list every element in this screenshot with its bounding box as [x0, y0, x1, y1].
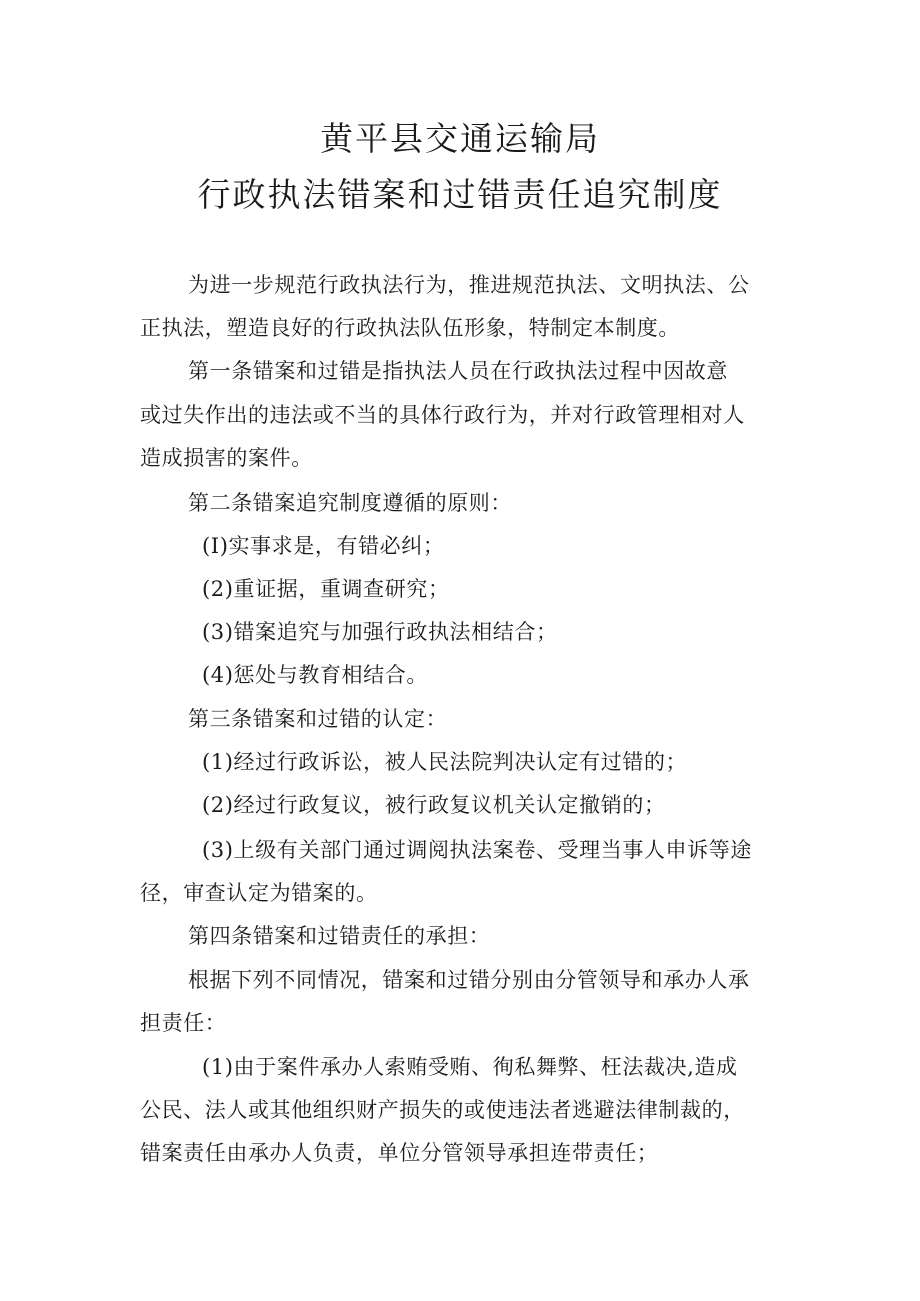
- paragraph-line: 第二条错案追究制度遵循的原则：: [188, 491, 512, 515]
- paragraph-line: 错案责任由承办人负责，单位分管领导承担连带责任；: [140, 1141, 659, 1165]
- paragraph-line: 根据下列不同情况，错案和过错分别由分管领导和承办人承: [188, 968, 750, 992]
- paragraph-line: 径，审查认定为错案的。: [140, 881, 378, 905]
- paragraph-line: 为进一步规范行政执法行为，推进规范执法、文明执法、公: [188, 273, 750, 297]
- list-item: (1)经过行政诉讼，被人民法院判决认定有过错的；: [202, 750, 688, 774]
- paragraph-line: 公民、法人或其他组织财产损失的或使违法者逃避法律制裁的，: [140, 1098, 745, 1122]
- list-item: (3)错案追究与加强行政执法相结合；: [202, 620, 558, 644]
- list-item: (2)重证据，重调查研究；: [202, 577, 450, 601]
- paragraph-line: 担责任：: [140, 1011, 227, 1035]
- paragraph-line: 造成损害的案件。: [140, 446, 313, 470]
- list-item: (4)惩处与教育相结合。: [202, 663, 428, 687]
- list-item: (I)实事求是，有错必纠；: [202, 534, 445, 558]
- paragraph-line: 正执法，塑造良好的行政执法队伍形象，特制定本制度。: [140, 316, 680, 340]
- paragraph-line: 第四条错案和过错责任的承担：: [188, 924, 491, 948]
- document-title-line-1: 黄平县交通运输局: [320, 119, 600, 158]
- list-item: (1)由于案件承办人索贿受贿、徇私舞弊、枉法裁决,造成: [202, 1055, 738, 1079]
- paragraph-line: 第三条错案和过错的认定：: [188, 707, 448, 731]
- document-title-line-2: 行政执法错案和过错责任追究制度: [197, 175, 723, 214]
- paragraph-line: 第一条错案和过错是指执法人员在行政执法过程中因故意: [188, 359, 728, 383]
- paragraph-line: 或过失作出的违法或不当的具体行政行为，并对行政管理相对人: [140, 403, 745, 427]
- list-item: (2)经过行政复议，被行政复议机关认定撤销的；: [202, 793, 666, 817]
- list-item: (3)上级有关部门通过调阅执法案卷、受理当事人申诉等途: [202, 838, 752, 862]
